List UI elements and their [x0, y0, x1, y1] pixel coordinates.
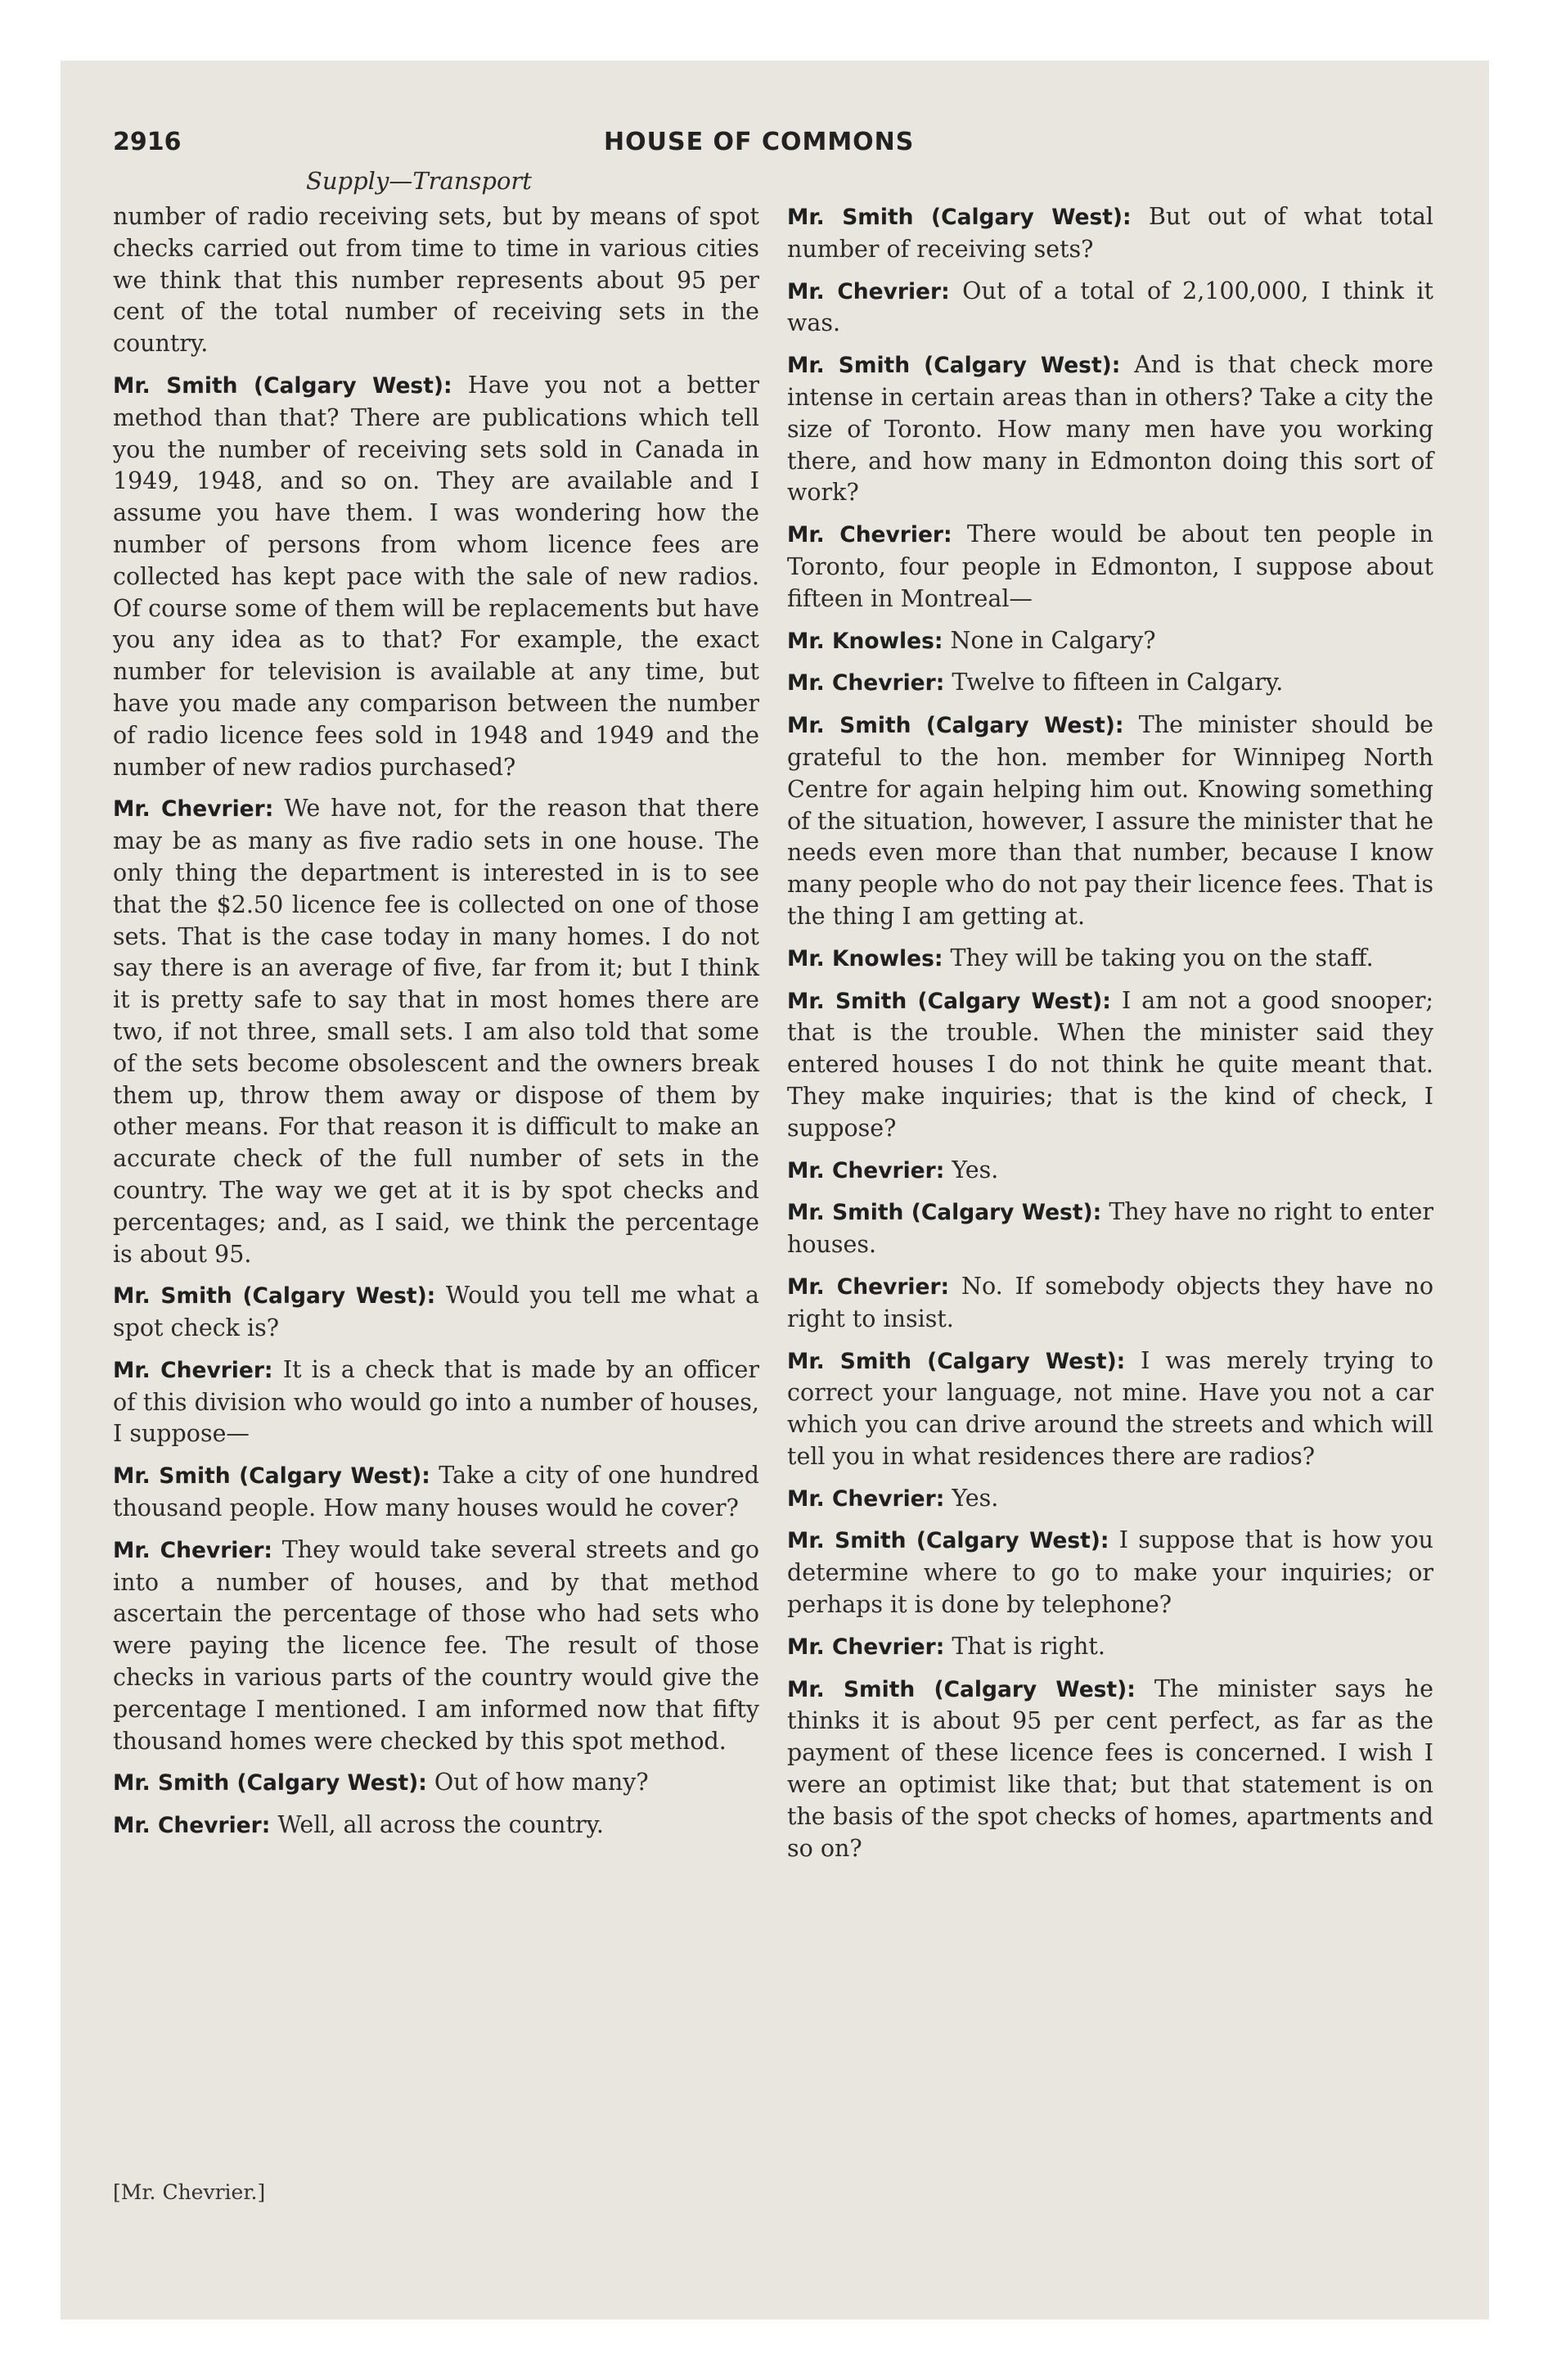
speech-paragraph	[787, 201, 1433, 266]
speech-text: No. If somebody objects they have no right to insist.	[787, 1272, 1433, 1332]
speaker-name: Mr. Smith (Calgary West):	[113, 1463, 430, 1490]
speech-text: The minister says he thinks it is about 95 per cent perfect, as far as the payment of these licence fees is concerned. I wish I were an optimist like that; but that statement is on the basis of the spot checks of homes, apartments and so on?	[787, 1675, 1434, 1862]
speech-text: Would you tell me what a spot check is?	[113, 1282, 759, 1342]
speech-text: Yes.	[952, 1156, 999, 1183]
journal-title: HOUSE OF COMMONS	[604, 128, 915, 156]
speech-text: There would be about ten people in Toronto, four people in Edmonton, I suppose about fifteen in Montreal—	[787, 521, 1434, 612]
speech-text: number of radio receiving sets, but by means of spot checks carried out from time to time in various cities we think that this number represents about 95 per cent of the total number of receiving sets in the country.	[113, 203, 759, 358]
speaker-name: Mr. Smith (Calgary West):	[787, 1676, 1136, 1702]
speaker-name: Mr. Smith (Calgary West):	[787, 353, 1121, 379]
speaker-name: Mr. Smith (Calgary West):	[787, 1200, 1102, 1226]
speech-text: They have no right to enter houses.	[787, 1198, 1433, 1259]
speaker-name: Mr. Smith (Calgary West):	[787, 1348, 1126, 1374]
speech-paragraph	[113, 1355, 759, 1450]
speech-text: Twelve to fifteen in Calgary.	[952, 669, 1284, 696]
speech-paragraph	[787, 625, 1433, 658]
speech-paragraph	[113, 370, 759, 783]
speech-paragraph	[787, 1483, 1433, 1516]
speech-paragraph	[113, 201, 759, 360]
speech-text: Out of how many?	[434, 1769, 649, 1796]
speaker-name: Mr. Knowles:	[787, 628, 943, 654]
speaker-name: Mr. Chevrier:	[113, 1537, 272, 1563]
footnote: [Mr. Chevrier.]	[113, 2180, 266, 2204]
speaker-name: Mr. Smith (Calgary West):	[113, 1283, 436, 1309]
page	[61, 61, 1489, 2319]
speech-text: I am not a good snooper; that is the trouble. When the minister said they entered houses I do not think he quite meant that. They make inquiries; that is the kind of check, I suppose?	[787, 986, 1433, 1142]
speaker-name: Mr. Smith (Calgary West):	[787, 205, 1132, 230]
speech-text: Well, all across the country.	[277, 1811, 604, 1839]
speaker-name: Mr. Smith (Calgary West):	[113, 372, 452, 399]
speech-paragraph	[787, 943, 1433, 976]
speech-paragraph	[113, 1280, 759, 1345]
speech-paragraph	[787, 1197, 1433, 1261]
speech-paragraph	[787, 519, 1433, 615]
speech-paragraph	[787, 1674, 1433, 1865]
speaker-name: Mr. Chevrier:	[113, 1813, 271, 1839]
speaker-name: Mr. Smith (Calgary West):	[787, 1528, 1109, 1554]
left-column	[113, 201, 759, 1852]
speech-text: I was merely trying to correct your language, not mine. Have you not a car which you can drive around the streets and which will tell you in what residences there are radios?	[787, 1346, 1433, 1470]
speaker-name: Mr. Knowles:	[787, 945, 943, 971]
speech-paragraph	[787, 1525, 1433, 1620]
speech-paragraph	[787, 276, 1433, 340]
speaker-name: Mr. Chevrier:	[113, 796, 274, 823]
speaker-name: Mr. Chevrier:	[787, 278, 950, 304]
speaker-name: Mr. Smith (Calgary West):	[113, 1770, 427, 1796]
speaker-name: Mr. Chevrier:	[113, 1357, 273, 1383]
speech-paragraph	[787, 1346, 1433, 1473]
speech-paragraph	[787, 710, 1433, 933]
speaker-name: Mr. Smith (Calgary West):	[787, 713, 1124, 739]
speech-text: Yes.	[952, 1484, 999, 1512]
speech-text: None in Calgary?	[950, 626, 1156, 654]
speech-text: It is a check that is made by an officer of this division who would go into a number of houses, I suppose—	[113, 1355, 759, 1448]
speech-text: Take a city of one hundred thousand people. How many houses would he cover?	[113, 1462, 759, 1522]
speech-text: Have you not a better method than that? There are publications which tell you the number of receiving sets sold in Canada in 1949, 1948, and so on. They are available and I assume you have them. I was wondering how the number of persons from whom licence fees are collected has kept pace with the sale of new radios. Of course some of them will be replacements but have you any idea as to that? For example, the exact number for television is available at any time, but have you made any comparison between the number of radio licence fees sold in 1948 and 1949 and the number of new radios purchased?	[113, 371, 759, 781]
speech-text: But out of what total number of receiving sets?	[787, 203, 1434, 263]
speaker-name: Mr. Chevrier:	[787, 1485, 945, 1512]
page-header	[113, 128, 1438, 164]
page-number: 2916	[113, 128, 182, 156]
speech-paragraph	[787, 1631, 1433, 1664]
speech-text: That is right.	[952, 1632, 1105, 1660]
speaker-name: Mr. Chevrier:	[787, 522, 952, 548]
speech-paragraph	[787, 1271, 1433, 1336]
right-column	[787, 201, 1433, 1874]
speech-text: We have not, for the reason that there may be as many as five radio sets in one house. The only thing the department is interested in is to see that the $2.50 licence fee is collected on one of those sets. That is the case today in many homes. I do not say there is an average of five, far from it; but I think it is pretty safe to say that in most homes there are two, if not three, small sets. I am also told that some of the sets become obsolescent and the owners break them up, throw them away or dispose of them by other means. For that reason it is difficult to make an accurate check of the full number of sets in the country. The way we get at it is by spot checks and percentages; and, as I said, we think the percentage is about 95.	[113, 795, 759, 1268]
speech-paragraph	[113, 1767, 759, 1800]
speech-paragraph	[787, 349, 1433, 509]
speech-text: They will be taking you on the staff.	[950, 944, 1374, 971]
speaker-name: Mr. Chevrier:	[787, 670, 945, 696]
speech-paragraph	[113, 1535, 759, 1758]
speech-paragraph	[113, 1810, 759, 1842]
speaker-name: Mr. Smith (Calgary West):	[787, 988, 1111, 1014]
speech-text: Out of a total of 2,100,000, I think it was.	[787, 277, 1433, 337]
speech-text: The minister should be grateful to the hon. member for Winnipeg North Centre for again helping him out. Knowing something of the situation, however, I assure the minister that he needs even more than that number, because I know many people who do not pay their licence fees. That is the thing I am getting at.	[787, 711, 1433, 930]
speech-text: I suppose that is how you determine where to go to make your inquiries; or perhaps it is done by telephone?	[787, 1526, 1433, 1619]
speaker-name: Mr. Chevrier:	[787, 1157, 945, 1183]
section-title: Supply—Transport	[306, 167, 532, 195]
speech-paragraph	[787, 985, 1433, 1145]
speech-paragraph	[787, 1155, 1433, 1188]
speech-paragraph	[113, 1460, 759, 1525]
speaker-name: Mr. Chevrier:	[787, 1634, 945, 1660]
speaker-name: Mr. Chevrier:	[787, 1273, 950, 1300]
speech-text: They would take several streets and go into a number of houses, and by that method ascertain the percentage of those who had sets who were paying the licence fee. The result of those checks in various parts of the country would give the percentage I mentioned. I am informed now that fifty thousand homes were checked by this spot method.	[113, 1535, 759, 1755]
speech-text: And is that check more intense in certain areas than in others? Take a city the size of Toronto. How many men have you working there, and how many in Edmonton doing this sort of work?	[787, 351, 1434, 507]
speech-paragraph	[113, 793, 759, 1270]
speech-paragraph	[787, 667, 1433, 700]
